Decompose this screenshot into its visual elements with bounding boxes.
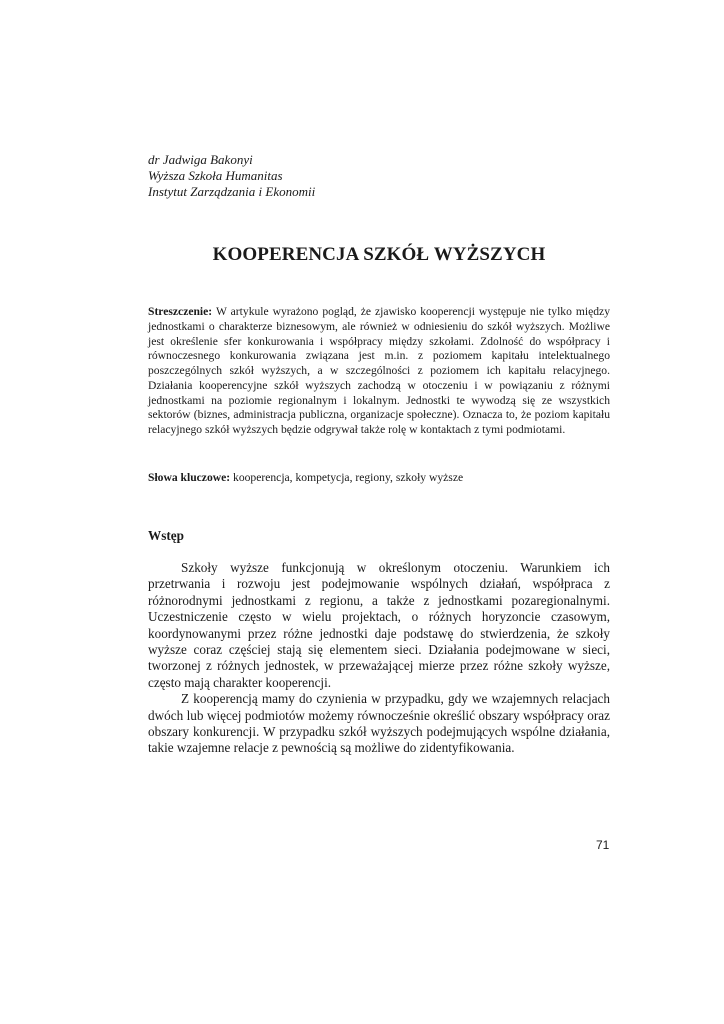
page-number: 71 xyxy=(596,838,610,852)
keywords xyxy=(148,470,610,485)
keywords-text: kooperencja, kompetycja, regiony, szkoły wyższe xyxy=(233,471,464,484)
author-block xyxy=(148,152,588,200)
abstract xyxy=(148,305,610,438)
body-paragraph: Z kooperencją mamy do czynienia w przypadku, gdy we wzajemnych relacjach dwóch lub więcej podmiotów możemy równocześnie określić obszary współpracy oraz obszary konkurencji. W przypadku szkół wyższych podejmujących wspólne działania, takie wzajemne relacje z pewnością są możliwe do zidentyfikowania. xyxy=(148,691,610,756)
author-department: Instytut Zarządzania i Ekonomii xyxy=(148,184,316,199)
body-text xyxy=(148,560,610,757)
keywords-label: Słowa kluczowe: xyxy=(148,471,231,484)
section-heading: Wstęp xyxy=(148,528,184,543)
body-paragraph: Szkoły wyższe funkcjonują w określonym otoczeniu. Warunkiem ich przetrwania i rozwoju jest podejmowanie wspólnych działań, współpraca z różnorodnymi jednostkami z regionu, a także z jednostkami pozaregionalnymi. Uczestniczenie często w wielu projektach, o różnych horyzoncie czasowym, koordynowanymi przez różne jednostki daje podstawę do stwierdzenia, że szkoły wyższe coraz częściej stają się elementem sieci. Działania podejmowane w sieci, tworzonej z różnych jednostek, w przeważającej mierze przez różne szkoły wyższe, często mają charakter kooperencji. xyxy=(148,560,610,690)
author-name: dr Jadwiga Bakonyi xyxy=(148,152,253,167)
abstract-text: W artykule wyrażono pogląd, że zjawisko kooperencji występuje nie tylko między jednostkami o charakterze biznesowym, ale również w odniesieniu do szkół wyższych. Możliwe jest określenie sfer konkurowania i współpracy między szkołami. Zdolność do współpracy i równoczesnego konkurowania związana jest m.in. z poziomem kapitału intelektualnego poszczególnych szkół wyższych, a w szczególności z poziomem ich kapitału relacyjnego. Działania kooperencyjne szkół wyższych zachodzą w otoczeniu i w powiązaniu z różnymi jednostkami na poziomie regionalnym i lokalnym. Jednostki te wywodzą się ze wszystkich sektorów (biznes, administracja publiczna, organizacje społeczne). Oznacza to, że poziom kapitału relacyjnego szkół wyższych będzie odgrywał także rolę w kontaktach z tymi podmiotami. xyxy=(148,305,610,436)
abstract-label: Streszczenie: xyxy=(148,305,213,318)
article-title: KOOPERENCJA SZKÓŁ WYŻSZYCH xyxy=(212,244,546,265)
author-institution: Wyższa Szkoła Humanitas xyxy=(148,168,283,183)
